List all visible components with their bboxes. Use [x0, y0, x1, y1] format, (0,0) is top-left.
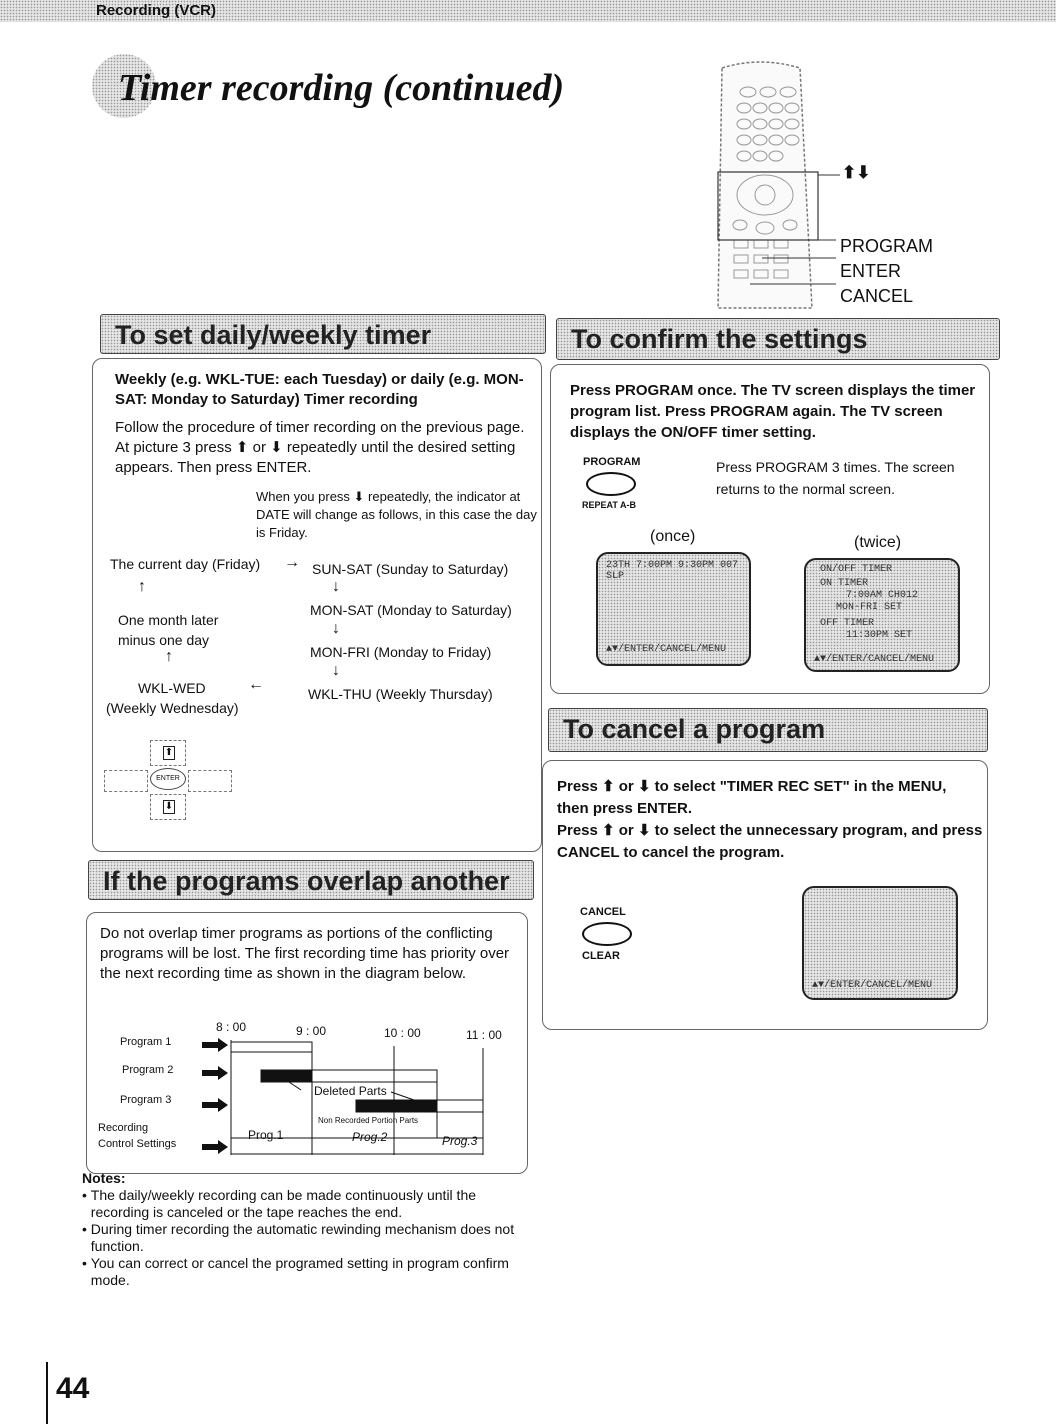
note-item: • You can correct or cancel the programed setting in program confirm mode. [82, 1255, 532, 1289]
page-title-initial: T [118, 67, 140, 109]
deleted-part-2 [356, 1100, 437, 1112]
program-button-label: PROGRAM [583, 456, 641, 468]
clear-label: CLEAR [582, 950, 620, 962]
section-label: Recording (VCR) [96, 2, 216, 19]
time-label-8: 8 : 00 [216, 1020, 247, 1034]
screen-once-row-footer: ▲▼/ENTER/CANCEL/MENU [606, 644, 727, 655]
daily-weekly-heading [100, 314, 546, 354]
deleted-part-1 [261, 1070, 312, 1082]
cycle-arrow-down-3: ↓ [332, 662, 340, 679]
cycle-one-month: One month later minus one day [118, 612, 219, 648]
once-label: (once) [650, 528, 696, 545]
cycle-arrow-left: ← [248, 676, 264, 693]
cycle-arrow-down-1: ↓ [332, 578, 340, 595]
dpad-left-button [104, 770, 148, 792]
overlap-heading [88, 860, 534, 900]
daily-weekly-heading-text: To set daily/weekly timer [115, 320, 432, 350]
cancel-heading-text: To cancel a program [563, 714, 826, 744]
prog-2-label: Prog.2 [352, 1130, 388, 1144]
daily-weekly-intro: Weekly (e.g. WKL-TUE: each Tuesday) or daily (e.g. MON-SAT: Monday to Saturday) Timer recording [115, 371, 524, 408]
cycle-current-day: The current day (Friday) [110, 556, 261, 572]
up-down-arrow-icon: ⬆⬇ [842, 163, 871, 182]
remote-label-enter: ENTER [840, 261, 902, 281]
note-text-1: The daily/weekly recording can be made continuously until the recording is canceled or the tape reaches the end. [90, 1187, 477, 1220]
overlap-diagram [96, 1020, 516, 1165]
cycle-wkl-wed: WKL-WED [138, 680, 206, 696]
daily-weekly-procedure: Follow the procedure of timer recording on the previous page. At picture 3 press ⬆ or ⬇ repeatedly until the desired setting appears. Then press ENTER. [115, 419, 525, 476]
cancel-heading [548, 708, 988, 752]
screen-twice-row-6: 11:30PM SET [846, 630, 913, 641]
deleted-parts-label: Deleted Parts [314, 1084, 387, 1098]
screen-twice-row-1: ON/OFF TIMER [820, 564, 893, 575]
cancel-button-label: CANCEL [580, 906, 626, 918]
page-number-rule [46, 1362, 48, 1424]
screen-twice-row-3: 7:00AM CH012 [846, 590, 919, 601]
row-program-2: Program 2 [122, 1064, 174, 1076]
page-title-rest: imer recording (continued) [139, 67, 565, 109]
overlap-text: Do not overlap timer programs as portions of the conflicting programs will be lost. The first recording time has priority over the next recording time as shown in the diagram below. [100, 925, 510, 982]
screen-twice-row-4: MON-FRI SET [836, 602, 903, 613]
remote-label-program: PROGRAM [840, 236, 934, 256]
dpad-down-button: ⬇ [150, 794, 186, 820]
notes-section [82, 1170, 532, 1289]
screen-twice-row-footer: ▲▼/ENTER/CANCEL/MENU [814, 654, 935, 665]
screen-twice-row-2: ON TIMER [820, 578, 869, 589]
remote-labels [840, 234, 933, 309]
confirm-side-text: Press PROGRAM 3 times. The screen returns to the normal screen. [716, 459, 955, 497]
dpad-illustration [104, 740, 232, 820]
cycle-arrow-right: → [284, 554, 300, 571]
dpad-right-button [188, 770, 232, 792]
tv-screen-once [596, 552, 751, 666]
cancel-text-2: Press ⬆ or ⬇ to select the unnecessary program, and press CANCEL to cancel the program. [557, 822, 983, 861]
repeat-ab-label: REPEAT A-B [582, 500, 636, 510]
remote-label-cancel: CANCEL [840, 286, 914, 306]
time-label-9: 9 : 00 [296, 1024, 327, 1038]
confirm-text: Press PROGRAM once. The TV screen displays the timer program list. Press PROGRAM again. The TV screen displays the ON/OFF timer setting. [570, 382, 976, 441]
row-program-1: Program 1 [120, 1036, 172, 1048]
non-recorded-label: Non Recorded Portion Parts [318, 1116, 419, 1125]
screen-once-row-1: 23TH 7:00PM 9:30PM 007 SLP [606, 560, 739, 582]
overlap-heading-text: If the programs overlap another [103, 866, 510, 896]
dpad-up-button: ⬆ [150, 740, 186, 766]
note-item: • During timer recording the automatic rewinding mechanism does not function. [82, 1221, 532, 1255]
cycle-wkl-thu: WKL-THU (Weekly Thursday) [308, 686, 493, 702]
time-label-11: 11 : 00 [466, 1028, 502, 1042]
cancel-text-1: Press ⬆ or ⬇ to select "TIMER REC SET" in the MENU, then press ENTER. [557, 778, 947, 817]
section-banner [0, 0, 1056, 22]
dpad-enter-button: ENTER [150, 768, 186, 790]
tv-screen-cancel [802, 886, 958, 1000]
cycle-wkl-wed-desc: (Weekly Wednesday) [106, 700, 239, 716]
page-title [118, 66, 564, 110]
notes-title: Notes: [82, 1170, 126, 1186]
note-text-2: During timer recording the automatic rewinding mechanism does not function. [90, 1221, 515, 1254]
cycle-arrow-up-2: ↑ [165, 648, 173, 665]
row-recording-control: Recording Control Settings [98, 1122, 177, 1150]
confirm-heading [556, 318, 1000, 360]
time-label-10: 10 : 00 [384, 1026, 421, 1040]
cycle-sun-sat: SUN-SAT (Sunday to Saturday) [312, 561, 509, 577]
confirm-heading-text: To confirm the settings [571, 324, 868, 354]
cancel-button-icon [582, 922, 632, 946]
cycle-mon-sat: MON-SAT (Monday to Saturday) [310, 602, 512, 618]
prog-3-label: Prog.3 [442, 1134, 478, 1148]
cycle-mon-fri: MON-FRI (Monday to Friday) [310, 644, 492, 660]
prog-1-label: Prog.1 [248, 1128, 284, 1142]
cycle-arrow-up-1: ↑ [138, 578, 146, 595]
note-text-3: You can correct or cancel the programed setting in program confirm mode. [90, 1255, 509, 1288]
row-program-3: Program 3 [120, 1094, 172, 1106]
cycle-arrow-down-2: ↓ [332, 620, 340, 637]
screen-cancel-row-footer: ▲▼/ENTER/CANCEL/MENU [812, 980, 933, 991]
daily-weekly-note: When you press ⬇ repeatedly, the indicator at DATE will change as follows, in this case the day is Friday. [256, 489, 537, 540]
page-number: 44 [56, 1372, 90, 1405]
screen-twice-row-5: OFF TIMER [820, 618, 875, 629]
program-button-icon [586, 472, 636, 496]
note-item: • The daily/weekly recording can be made continuously until the recording is canceled or the tape reaches the end. [82, 1187, 532, 1221]
twice-label: (twice) [854, 534, 902, 551]
tv-screen-twice [804, 558, 960, 672]
